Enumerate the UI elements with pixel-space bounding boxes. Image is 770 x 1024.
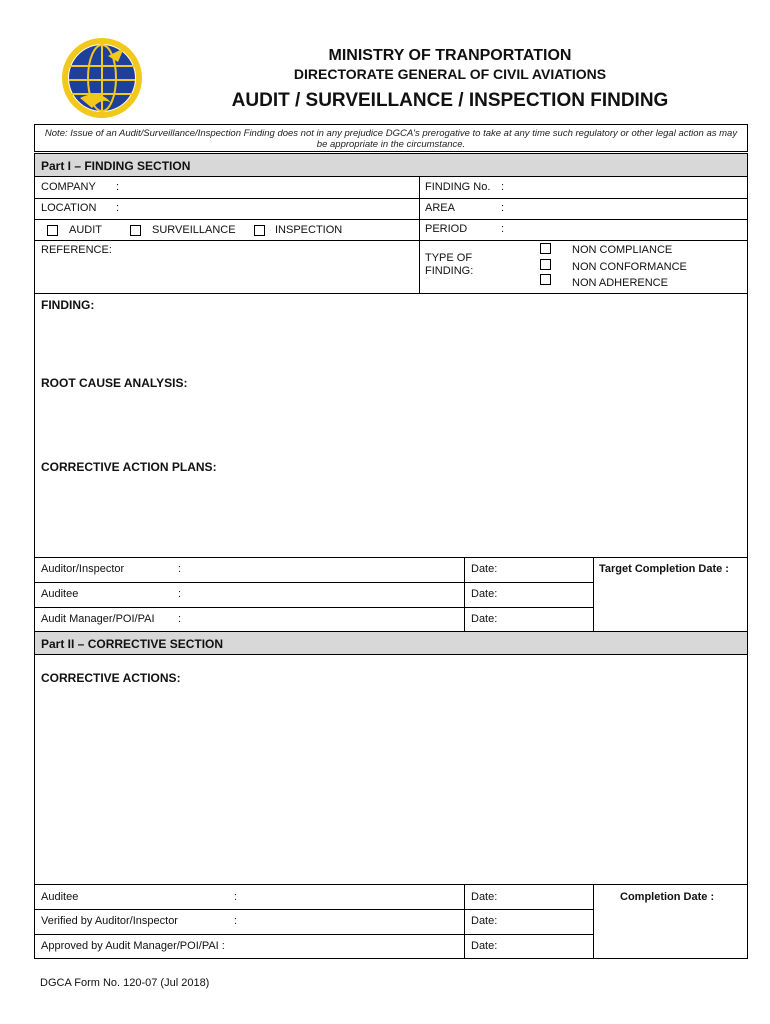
finding-type-label: FINDING: <box>425 265 474 277</box>
verified-colon: : <box>234 915 238 927</box>
non-compliance-label: NON COMPLIANCE <box>572 244 673 256</box>
finding-no-colon: : <box>501 181 505 193</box>
location-colon: : <box>116 202 120 214</box>
verified-label: Verified by Auditor/Inspector <box>41 915 178 927</box>
non-conformance-checkbox[interactable] <box>540 259 551 270</box>
company-colon: : <box>116 181 120 193</box>
root-cause-heading: ROOT CAUSE ANALYSIS: <box>41 376 188 390</box>
approved-date-label: Date: <box>471 940 498 952</box>
ministry-title: MINISTRY OF TRANPORTATION <box>328 47 572 64</box>
audit-manager-date-label: Date: <box>471 613 498 625</box>
non-adherence-label: NON ADHERENCE <box>572 277 668 289</box>
area-label: AREA <box>425 202 455 214</box>
inspection-checkbox[interactable] <box>254 225 265 236</box>
target-completion-date-label: Target Completion Date : <box>599 563 729 575</box>
form-code: DGCA Form No. 120-07 (Jul 2018) <box>40 977 210 989</box>
directorate-title: DIRECTORATE GENERAL OF CIVIL AVIATIONS <box>293 66 607 82</box>
audit-manager-colon: : <box>178 613 182 625</box>
company-label: COMPANY <box>41 181 96 193</box>
p2-auditee-colon: : <box>234 891 238 903</box>
part-2-header: Part II – CORRECTIVE SECTION <box>34 631 748 655</box>
approved-label: Approved by Audit Manager/POI/PAI : <box>41 940 225 952</box>
auditee-date-label: Date: <box>471 588 498 600</box>
finding-no-label: FINDING No. <box>425 181 491 193</box>
period-colon: : <box>501 223 505 235</box>
disclaimer-note: Note: Issue of an Audit/Surveillance/Inspection Finding does not in any prejudice DGCA's prerogative to take at any time such regulatory or other legal action as may be appropriate in the circumstance. <box>34 124 748 152</box>
completion-date-label: Completion Date : <box>620 891 715 903</box>
type-of-label: TYPE OF <box>425 252 473 264</box>
p2-auditee-date-label: Date: <box>471 891 498 903</box>
area-colon: : <box>501 202 505 214</box>
auditee-colon: : <box>178 588 182 600</box>
corrective-actions-area[interactable] <box>34 654 748 885</box>
dgca-globe-emblem-icon <box>60 36 144 120</box>
audit-checkbox[interactable] <box>47 225 58 236</box>
surveillance-label: SURVEILLANCE <box>152 224 236 236</box>
corrective-actions-heading: CORRECTIVE ACTIONS: <box>41 671 181 685</box>
auditor-label: Auditor/Inspector <box>41 563 125 575</box>
audit-label: AUDIT <box>69 224 102 236</box>
auditor-colon: : <box>178 563 182 575</box>
non-conformance-label: NON CONFORMANCE <box>572 261 687 273</box>
non-compliance-checkbox[interactable] <box>540 243 551 254</box>
auditee-label: Auditee <box>41 588 79 600</box>
corrective-plans-heading: CORRECTIVE ACTION PLANS: <box>41 460 217 474</box>
non-adherence-checkbox[interactable] <box>540 274 551 285</box>
finding-body-area[interactable] <box>34 293 748 558</box>
verified-date-label: Date: <box>471 915 498 927</box>
finding-heading: FINDING: <box>41 298 95 312</box>
location-label: LOCATION <box>41 202 97 214</box>
reference-label: REFERENCE: <box>41 244 112 256</box>
part-1-header: Part I – FINDING SECTION <box>34 153 748 177</box>
surveillance-checkbox[interactable] <box>130 225 141 236</box>
auditor-date-label: Date: <box>471 563 498 575</box>
inspection-label: INSPECTION <box>275 224 343 236</box>
period-label: PERIOD <box>425 223 468 235</box>
p2-auditee-label: Auditee <box>41 891 79 903</box>
audit-manager-label: Audit Manager/POI/PAI <box>41 613 155 625</box>
form-title: AUDIT / SURVEILLANCE / INSPECTION FINDING <box>231 90 669 111</box>
